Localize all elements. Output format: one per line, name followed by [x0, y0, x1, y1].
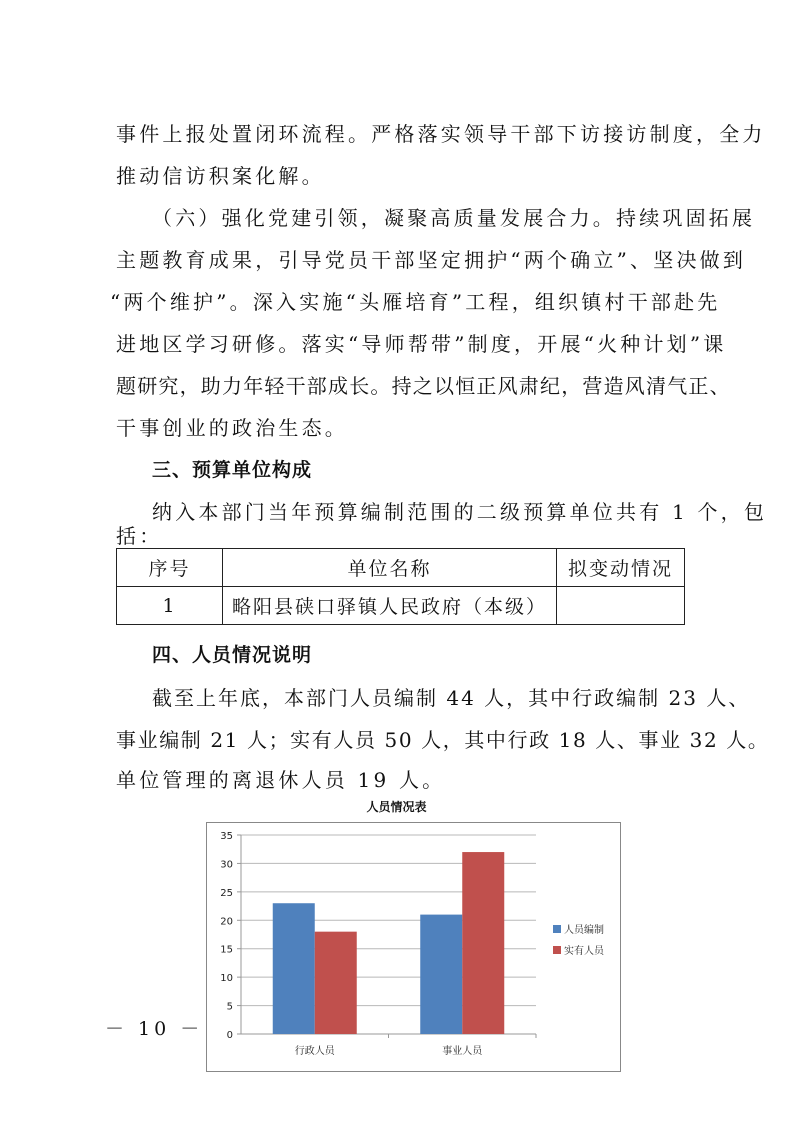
bar — [462, 852, 504, 1034]
table-header-cell: 拟变动情况 — [557, 549, 685, 587]
legend-label: 人员编制 — [564, 925, 604, 936]
body-text-line: “两个维护”。深入实施“头雁培育”工程，组织镇村干部赴先 — [110, 290, 721, 314]
bar-chart — [206, 822, 621, 1072]
bar — [273, 903, 315, 1034]
legend-label: 实有人员 — [564, 946, 604, 957]
section-heading: 四、人员情况说明 — [152, 644, 313, 666]
body-text-line: 事业编制 21 人；实有人员 50 人，其中行政 18 人、事业 32 人。 — [116, 728, 770, 752]
page-number: － 10 － — [105, 1018, 204, 1040]
body-text-line: 纳入本部门当年预算编制范围的二级预算单位共有 1 个，包 — [152, 500, 768, 524]
body-text-line: 进地区学习研修。落实“导师帮带”制度，开展“火种计划”课 — [116, 332, 727, 356]
body-text-line: 主题教育成果，引导党员干部坚定拥护“两个确立”、坚决做到 — [116, 248, 747, 272]
body-text-line: 干事创业的政治生态。 — [116, 416, 348, 440]
y-tick-label: 15 — [220, 944, 233, 956]
body-text-line: 推动信访积案化解。 — [116, 164, 325, 188]
budget-units-table — [116, 548, 685, 625]
section-heading: 三、预算单位构成 — [152, 459, 313, 481]
table-header-cell: 序号 — [117, 549, 223, 587]
y-tick-label: 0 — [226, 1030, 233, 1041]
table-cell — [557, 587, 685, 625]
table-header-cell: 单位名称 — [223, 549, 557, 587]
legend-swatch — [553, 946, 561, 954]
legend-swatch — [553, 925, 561, 933]
y-tick-label: 20 — [220, 916, 233, 928]
body-text-line: 题研究，助力年轻干部成长。持之以恒正风肃纪，营造风清气正、 — [116, 374, 731, 398]
table-header-row — [117, 549, 685, 587]
body-text-line: 事件上报处置闭环流程。严格落实领导干部下访接访制度，全力 — [116, 122, 766, 146]
table-cell: 1 — [117, 587, 223, 625]
body-text-line: （六）强化党建引领，凝聚高质量发展合力。持续巩固拓展 — [152, 206, 756, 230]
y-tick-label: 10 — [220, 973, 233, 985]
y-tick-label: 35 — [220, 831, 233, 842]
y-tick-label: 30 — [220, 859, 233, 871]
body-text-line: 单位管理的离退休人员 19 人。 — [116, 768, 446, 792]
y-tick-label: 25 — [220, 887, 233, 899]
x-tick-label: 事业人员 — [442, 1046, 483, 1057]
body-text-line: 括： — [116, 524, 163, 548]
chart-title: 人员情况表 — [366, 800, 427, 814]
table-row — [117, 587, 685, 625]
bar — [315, 932, 357, 1034]
table-cell: 略阳县硖口驿镇人民政府（本级） — [223, 587, 557, 625]
body-text-line: 截至上年底，本部门人员编制 44 人，其中行政编制 23 人、 — [152, 686, 751, 710]
bar — [420, 915, 462, 1034]
x-tick-label: 行政人员 — [294, 1046, 335, 1057]
y-tick-label: 5 — [226, 1001, 233, 1013]
